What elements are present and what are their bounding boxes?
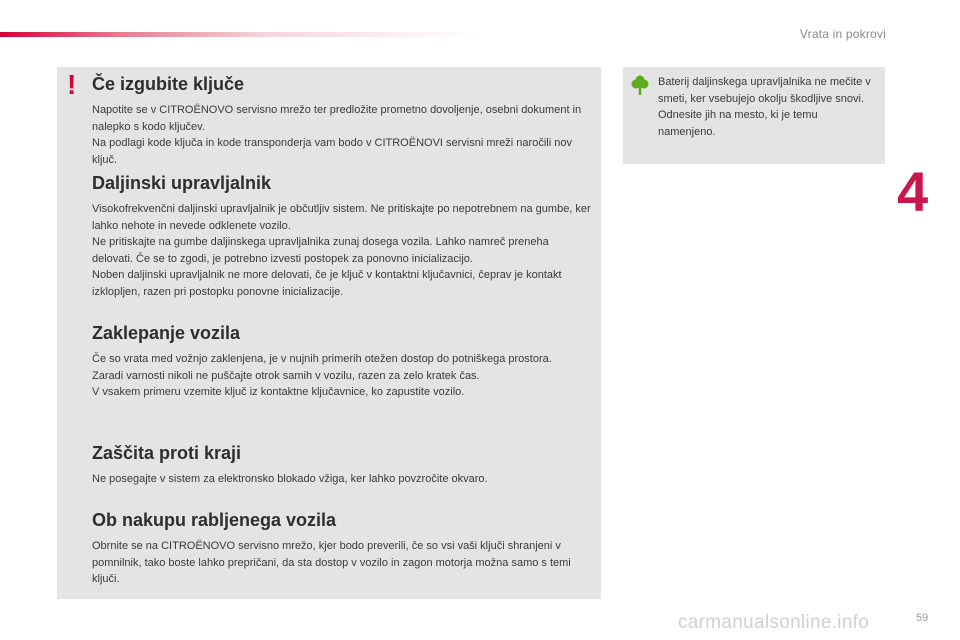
section-heading: Zaklepanje vozila <box>92 323 241 343</box>
section-body <box>92 538 592 588</box>
main-info-panel <box>57 67 601 599</box>
paragraph: Če so vrata med vožnjo zaklenjena, je v nujnih primerih otežen dostop do potniškega prostora. <box>92 353 552 365</box>
section-heading: Če izgubite ključe <box>92 74 245 94</box>
section-used-vehicle <box>92 509 592 588</box>
section-heading: Zaščita proti kraji <box>92 443 242 463</box>
paragraph: Zaradi varnosti nikoli ne puščajte otrok samih v vozilu, razen za zelo kratek čas. <box>92 369 480 382</box>
section-vehicle-locking <box>92 322 592 401</box>
paragraph: Visokofrekvenčni daljinski upravljalnik je občutljiv sistem. Ne pritiskajte po nepotrebnem na gumbe, ker lahko nehote in nevede odklenete vozilo. <box>92 203 591 232</box>
section-body <box>92 351 592 401</box>
paragraph: Noben daljinski upravljalnik ne more delovati, če je ključ v kontaktni ključavnici, čeprav je kontakt izklopljen, razen pri postopku ponovne inicializacije. <box>92 269 562 298</box>
chapter-number: 4 <box>897 160 929 223</box>
eco-note-text <box>658 74 878 140</box>
section-body <box>92 201 592 300</box>
warning-exclamation-icon: ! <box>67 69 77 100</box>
section-body <box>92 102 592 168</box>
paragraph: Ne pritiskajte na gumbe daljinskega upravljalnika zunaj dosega vozila. Lahko namreč preneha delovati. Če se to zgodi, je potrebno izvesti postopek za ponovno inicializacijo. <box>92 236 549 265</box>
section-body <box>92 471 592 488</box>
paragraph: V vsakem primeru vzemite ključ iz kontaktne ključavnice, ko zapustite vozilo. <box>92 386 465 398</box>
paragraph: Baterij daljinskega upravljalnika ne mečite v smeti, ker vsebujejo okolju škodljive snovi. <box>658 76 871 105</box>
paragraph: Odnesite jih na mesto, ki je temu namenjeno. <box>658 109 818 138</box>
header-accent-bar <box>0 32 480 37</box>
paragraph: Ne posegajte v sistem za elektronsko blokado vžiga, ker lahko povzročite okvaro. <box>92 473 488 485</box>
section-remote-control <box>92 172 592 300</box>
eco-leaf-icon <box>631 75 649 95</box>
section-heading: Ob nakupu rabljenega vozila <box>92 510 337 530</box>
eco-note-panel <box>623 67 885 164</box>
paragraph: Na podlagi kode ključa in kode transponderja vam bodo v CITROËNOVI servisni mreži naročili nov ključ. <box>92 137 572 166</box>
page-number: 59 <box>916 612 929 624</box>
section-lost-keys <box>92 73 592 168</box>
chapter-title: Vrata in pokrovi <box>799 27 886 41</box>
paragraph: Obrnite se na CITROËNOVO servisno mrežo, kjer bodo preverili, če so vsi vaši ključi shranjeni v pomnilnik, tako boste lahko prepričani, da sta dostop v vozilo in zagon motorja možna samo s temi ključi. <box>92 540 571 585</box>
watermark: carmanualsonline.info <box>678 612 870 633</box>
section-heading: Daljinski upravljalnik <box>92 173 272 193</box>
section-anti-theft <box>92 442 592 488</box>
paragraph: Napotite se v CITROËNOVO servisno mrežo ter predložite prometno dovoljenje, osebni dokument in nalepko s kodo ključev. <box>92 104 582 133</box>
